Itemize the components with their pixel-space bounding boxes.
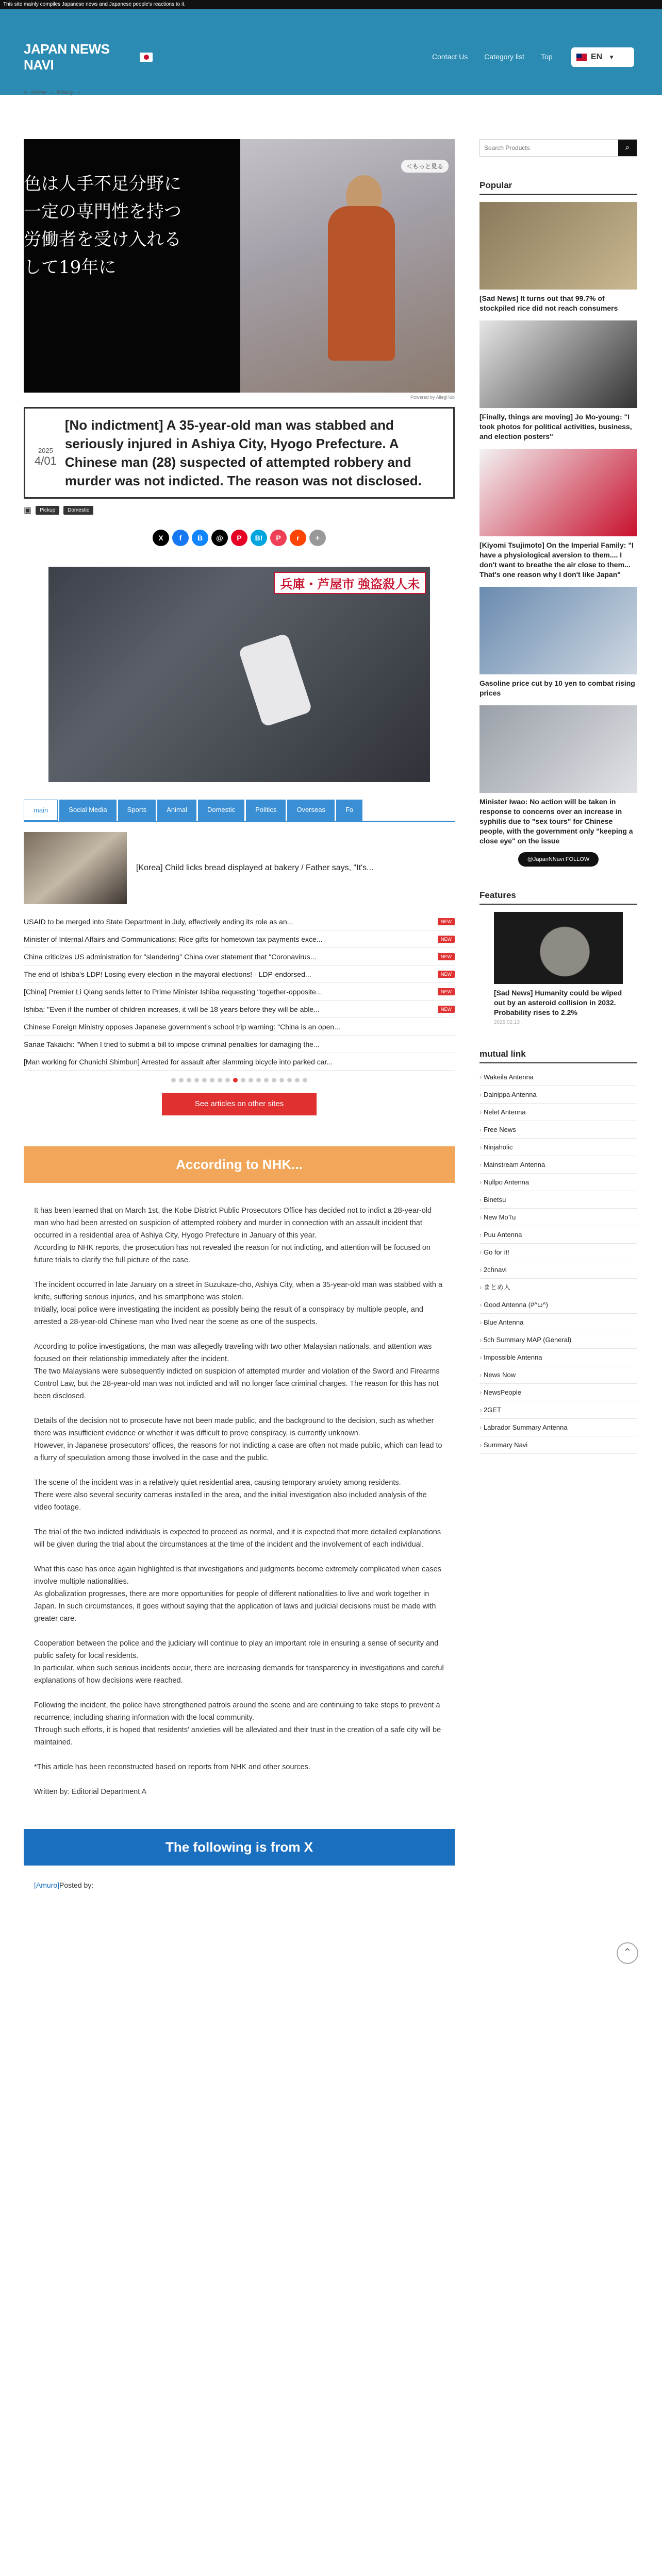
features-item-date: 2025.02.13 — [494, 1020, 520, 1025]
news-row[interactable] — [24, 965, 455, 983]
popular-item-image — [479, 320, 637, 408]
facebook-share-icon[interactable]: f — [172, 530, 189, 546]
pagination-dot[interactable] — [249, 1078, 253, 1082]
new-badge: NEW — [438, 953, 455, 960]
tag-domestic[interactable]: Domestic — [63, 506, 93, 515]
search-box — [479, 139, 637, 157]
tag-pickup[interactable]: Pickup — [36, 506, 59, 515]
folder-icon: ▣ — [24, 506, 32, 515]
news-row-title: The end of Ishiba's LDP! Losing every election in the mayoral elections! - LDP-endorsed... — [24, 970, 311, 978]
tab-domestic[interactable]: Domestic — [198, 800, 244, 821]
x-post — [24, 1881, 455, 1889]
breadcrumb-separator-icon: › — [77, 90, 80, 96]
news-tabs — [24, 800, 455, 821]
article-tags — [24, 505, 455, 515]
mutual-link-item[interactable]: › 2GET — [479, 1401, 637, 1419]
breadcrumb-home[interactable]: Home — [31, 90, 46, 96]
breadcrumb-separator-icon: › — [51, 90, 53, 96]
news-row-title: [China] Premier Li Qiang sends letter to Prime Minister Ishiba requesting "together-opposite... — [24, 987, 322, 996]
reddit-share-icon[interactable]: r — [290, 530, 306, 546]
powered-by: Powered by AllegHub — [410, 395, 455, 400]
mutual-link-heading: mutual link — [479, 1049, 637, 1063]
pagination-dot[interactable] — [218, 1078, 222, 1082]
language-label: EN — [591, 53, 603, 61]
pocket-share-icon[interactable]: P — [270, 530, 287, 546]
news-row[interactable] — [24, 1053, 455, 1071]
article-paragraph: Details of the decision not to prosecute have not been made public, and the background to the decision, such as whether there was insufficient evidence or whether it was difficult to prove conspiracy, is currently unknown. However, in Japanese prosecutors' offices, the reasons for not indicting a case are often not made public, which can lead to a flurry of speculation among those involved in the case and the public. — [34, 1417, 442, 1462]
mutual-link-item[interactable]: › Nullpo Antenna — [479, 1174, 637, 1191]
popular-item-title: Gasoline price cut by 10 yen to combat rising prices — [479, 679, 635, 697]
new-badge: NEW — [438, 936, 455, 943]
mutual-link-list — [479, 1069, 637, 1454]
popular-item[interactable] — [479, 587, 637, 698]
popular-item-image — [479, 705, 637, 793]
article-paragraph: *This article has been reconstructed based on reports from NHK and other sources. — [34, 1763, 310, 1771]
pagination-dot[interactable] — [295, 1078, 300, 1082]
popular-item-title: [Sad News] It turns out that 99.7% of stockpiled rice did not reach consumers — [479, 294, 618, 312]
hero-line: して19年に — [24, 257, 117, 278]
article-paragraph: The scene of the incident was in a relatively quiet residential area, causing temporary anxiety among residents. There were also several security cameras installed in the area, and the initial investigation also included analysis of the video footage. — [34, 1479, 427, 1512]
pagination-dot[interactable] — [187, 1078, 191, 1082]
new-badge: NEW — [438, 918, 455, 925]
pagination-dot[interactable] — [194, 1078, 199, 1082]
article-paragraph: According to police investigations, the man was allegedly traveling with two other Malaysian nationals, and attention was focused on their relationship immediately after the incident. The two Malaysians were subsequently indicted on suspicion of attempted murder and violation of the Sword and Firearms Control Law, but the 28-year-old man was not indicted and will no longer face criminal charges. The reason for this has not been disclosed. — [34, 1343, 440, 1400]
pagination-dot[interactable] — [202, 1078, 207, 1082]
threads-share-icon[interactable]: @ — [211, 530, 228, 546]
chevron-down-icon: ▼ — [608, 54, 615, 61]
pagination-dot[interactable] — [272, 1078, 276, 1082]
x-section-heading: The following is from X — [24, 1829, 455, 1866]
article-paragraph: Cooperation between the police and the judiciary will continue to play an important role in ensuring a sense of security and public safety for local residents. In particular, when such serious incidents occur, there are increasing demands for transparency in investigations and careful explanations of how decisions were reached. — [34, 1639, 444, 1685]
tab-politics[interactable]: Politics — [246, 800, 286, 821]
more-share-icon[interactable]: + — [309, 530, 326, 546]
breadcrumb-pickup[interactable]: Pickup — [56, 90, 74, 96]
pagination-dot[interactable] — [241, 1078, 245, 1082]
uk-flag-icon — [576, 54, 587, 61]
popular-item-title: Minister Iwao: No action will be taken in response to concerns over an increase in syphilis due to "sex tours" for Chinese people, with the government only "keeping a close eye" on the issue — [479, 798, 633, 845]
main-column — [24, 139, 455, 1889]
top-announcement-bar: This site mainly compiles Japanese news and Japanese people's reactions to it. — [0, 0, 662, 9]
news-row-title: USAID to be merged into State Department in July, effectively ending its role as an... — [24, 917, 293, 926]
featured-news[interactable] — [24, 829, 455, 907]
mutual-link-item[interactable]: › Labrador Summary Antenna — [479, 1419, 637, 1436]
article-paragraph: It has been learned that on March 1st, the Kobe District Public Prosecutors Office has decided not to indict a 28-year-old man who had been arrested on suspicion of attempted robbery and murder in connection with an assault incident that occurred in a residential area of Ashiya City, Hyogo Prefecture in January of this year. According to NHK reports, the prosecution has not revealed the reason for not indicting, and attention will be focused on future trials to clarify the full picture of the case. — [34, 1207, 432, 1264]
hero-line: 色は人手不足分野に — [24, 174, 181, 194]
article-paragraph: Written by: Editorial Department A — [34, 1788, 147, 1796]
mutual-link-item[interactable]: › Puu Antenna — [479, 1226, 637, 1244]
article-paragraph: The trial of the two indicted individuals is expected to proceed as normal, and it is expected that more detailed explanations will be given during the trial about the circumstances at the time of the incident and the involvement of each individual. — [34, 1528, 441, 1549]
pagination-dot[interactable] — [303, 1078, 307, 1082]
mutual-link-item[interactable]: › Impossible Antenna — [479, 1349, 637, 1366]
home-icon: ⌂ — [24, 90, 27, 96]
pagination-dot[interactable] — [264, 1078, 269, 1082]
back-to-top-button[interactable] — [617, 1942, 638, 1964]
pagination-dot[interactable] — [256, 1078, 261, 1082]
popular-item-image — [479, 202, 637, 290]
new-badge: NEW — [438, 988, 455, 995]
mutual-link-item[interactable]: › Wakeila Antenna — [479, 1069, 637, 1086]
tab-animal[interactable]: Animal — [157, 800, 196, 821]
popular-list — [479, 202, 637, 846]
tab-social-media[interactable]: Social Media — [59, 800, 116, 821]
article-title: [No indictment] A 35-year-old man was stabbed and seriously injured in Ashiya City, Hyogo Prefecture. A Chinese man (28) suspected of attempted robbery and murder was not indicted. The reason was not disclosed. — [64, 417, 422, 488]
nav-contact[interactable]: Contact Us — [432, 53, 468, 61]
photo-car — [238, 633, 313, 727]
news-row-title: [Man working for Chunichi Shimbun] Arrested for assault after slamming bicycle into parked car... — [24, 1057, 333, 1066]
tab-sports[interactable]: Sports — [118, 800, 156, 821]
nav-top[interactable]: Top — [541, 53, 553, 61]
news-row[interactable] — [24, 930, 455, 948]
mutual-link-item[interactable]: › まとめ人 — [479, 1279, 637, 1296]
popular-item-title: [Finally, things are moving] Jo Mo-young: "I took photos for political activities, business, and election posters" — [479, 413, 632, 440]
search-icon[interactable]: ⌕ — [618, 140, 637, 156]
article-title-box — [24, 407, 455, 499]
popular-item[interactable] — [479, 320, 637, 442]
mutual-link-item[interactable]: › Go for it! — [479, 1244, 637, 1261]
pagination-dot[interactable] — [171, 1078, 176, 1082]
breadcrumb — [24, 90, 79, 96]
site-header — [0, 9, 662, 95]
pagination-dot[interactable] — [179, 1078, 184, 1082]
mutual-link-item[interactable]: › Free News — [479, 1121, 637, 1139]
japan-flag-icon — [140, 53, 153, 62]
pagination-dot[interactable] — [287, 1078, 292, 1082]
news-list — [24, 913, 455, 1071]
mutual-link-item[interactable]: › New MoTu — [479, 1209, 637, 1226]
hero-figure-body — [328, 206, 395, 361]
article-photo — [48, 567, 430, 782]
featured-news-image — [24, 832, 127, 904]
header-nav — [432, 53, 553, 61]
pagination-dots — [24, 1078, 455, 1082]
pagination-dot[interactable] — [225, 1078, 230, 1082]
mutual-link-item[interactable]: › Dainippa Antenna — [479, 1086, 637, 1104]
site-logo-text: JAPAN NEWS NAVI — [24, 41, 110, 73]
news-tab-panel — [24, 821, 455, 1115]
popular-item[interactable] — [479, 449, 637, 580]
x-post-label: Posted by: — [59, 1881, 94, 1889]
news-row-title: China criticizes US administration for "slandering" China over statement that "Coronavirus... — [24, 952, 317, 961]
x-post-handle[interactable]: [Amuro] — [34, 1881, 60, 1889]
popular-item[interactable] — [479, 202, 637, 313]
features-item[interactable] — [494, 912, 623, 1025]
new-badge: NEW — [438, 971, 455, 978]
hero-image — [240, 139, 455, 393]
chevron-up-icon: ⌃ — [623, 1947, 632, 1958]
hero-overlay-text — [24, 139, 240, 393]
mutual-link-item[interactable]: › Good Antenna (#^ω^) — [479, 1296, 637, 1314]
news-row-title: Sanae Takaichi: "When I tried to submit a bill to impose criminal penalties for damaging the... — [24, 1040, 320, 1048]
news-row[interactable] — [24, 1036, 455, 1053]
pagination-dot[interactable] — [279, 1078, 284, 1082]
bluesky-share-icon[interactable]: B — [192, 530, 208, 546]
hero-line: 一定の専門性を持つ — [24, 201, 181, 222]
date-year: 2025 — [38, 447, 53, 454]
mutual-link-item[interactable]: › Ninjaholic — [479, 1139, 637, 1156]
features-item-image — [494, 912, 623, 984]
see-other-sites-button[interactable]: See articles on other sites — [162, 1093, 317, 1115]
features-heading: Features — [479, 890, 637, 905]
tab-main[interactable]: main — [24, 800, 58, 821]
news-row[interactable] — [24, 948, 455, 965]
news-row[interactable] — [24, 913, 455, 930]
popular-item[interactable] — [479, 705, 637, 846]
see-more-button[interactable]: ＜もっと見る — [401, 160, 449, 173]
mutual-link-item[interactable]: › NewsPeople — [479, 1384, 637, 1401]
follow-label: @JapanNNavi FOLLOW — [518, 852, 599, 867]
pagination-dot[interactable] — [210, 1078, 214, 1082]
hatena-share-icon[interactable]: B! — [251, 530, 267, 546]
popular-heading: Popular — [479, 180, 637, 195]
news-row-title: Ishiba: "Even if the number of children increases, it will be 18 years before they will be able... — [24, 1005, 320, 1013]
news-row-title: Minister of Internal Affairs and Communications: Rice gifts for hometown tax payments exce... — [24, 935, 323, 943]
nav-category-list[interactable]: Category list — [484, 53, 525, 61]
nhk-section-heading: According to NHK... — [24, 1146, 455, 1183]
mutual-link-item[interactable]: › Blue Antenna — [479, 1314, 637, 1331]
popular-item-title: [Kiyomi Tsujimoto] On the Imperial Family: "I have a physiological aversion to them.... I don't want to breathe the air close to them... That's one reason why I don't like Japan" — [479, 541, 634, 579]
article-date — [35, 416, 57, 490]
sidebar — [479, 139, 637, 1454]
search-input[interactable] — [480, 140, 618, 156]
follow-x-button[interactable] — [479, 852, 637, 867]
article-paragraph: The incident occurred in late January on a street in Suzukaze-cho, Ashiya City, when a 35-year-old man was stabbed with a knife, suffering serious injuries, and his smartphone was stolen. Initially, local police were investigating the incident as possibly being the result of a conspiracy by multiple people, and arrested a 28-year-old Chinese man who lived near the scene as one of the suspects. — [34, 1281, 443, 1326]
features-item-title: [Sad News] Humanity could be wiped out by an asteroid collision in 2032. Probability rises to 2.2% — [494, 989, 622, 1016]
mutual-link-item[interactable]: › Summary Navi — [479, 1436, 637, 1454]
news-row-title: Chinese Foreign Ministry opposes Japanese government's school trip warning: "China is an open... — [24, 1022, 340, 1031]
mutual-link-item[interactable]: › News Now — [479, 1366, 637, 1384]
news-row[interactable] — [24, 983, 455, 1001]
photo-caption-banner: 兵庫・芦屋市 強盗殺人未 — [274, 572, 426, 594]
featured-news-title: [Korea] Child licks bread displayed at bakery / Father says, "It's... — [136, 863, 374, 872]
popular-item-image — [479, 587, 637, 674]
mutual-link-item[interactable]: › Binetsu — [479, 1191, 637, 1209]
pinterest-share-icon[interactable]: P — [231, 530, 247, 546]
popular-item-image — [479, 449, 637, 536]
new-badge: NEW — [438, 1006, 455, 1013]
news-row[interactable] — [24, 1001, 455, 1018]
mutual-link-item[interactable]: › 2chnavi — [479, 1261, 637, 1279]
hero-line: 労働者を受け入れる — [24, 229, 181, 250]
mutual-link-item[interactable]: › Mainstream Antenna — [479, 1156, 637, 1174]
mutual-link-item[interactable]: › Nelet Antenna — [479, 1104, 637, 1121]
mutual-link-item[interactable]: › 5ch Summary MAP (General) — [479, 1331, 637, 1349]
pagination-dot[interactable] — [233, 1078, 238, 1082]
article-body — [24, 1205, 455, 1798]
site-logo[interactable] — [24, 41, 153, 73]
date-month-day: 4/01 — [35, 454, 57, 467]
hero-video[interactable] — [24, 139, 455, 393]
tab-fo[interactable]: Fo — [336, 800, 362, 821]
x-share-icon[interactable]: X — [153, 530, 169, 546]
tab-overseas[interactable]: Overseas — [287, 800, 335, 821]
share-buttons — [24, 530, 455, 546]
news-row[interactable] — [24, 1018, 455, 1036]
article-paragraph: Following the incident, the police have strengthened patrols around the scene and are continuing to take steps to prevent a recurrence, including sharing information with the local community. Through such efforts, it is hoped that residents' anxieties will be alleviated and their trust in the creation of a safe city will be maintained. — [34, 1701, 441, 1747]
language-selector[interactable] — [571, 47, 634, 67]
article-paragraph: What this case has once again highlighted is that investigations and judgments become extremely complicated when cases involve multiple nationalities. As globalization progresses, there are more opportunities for people of different nationalities to live and work together in Japan. In such circumstances, it goes without saying that the application of laws and judicial decisions must be made with greater care. — [34, 1565, 441, 1623]
